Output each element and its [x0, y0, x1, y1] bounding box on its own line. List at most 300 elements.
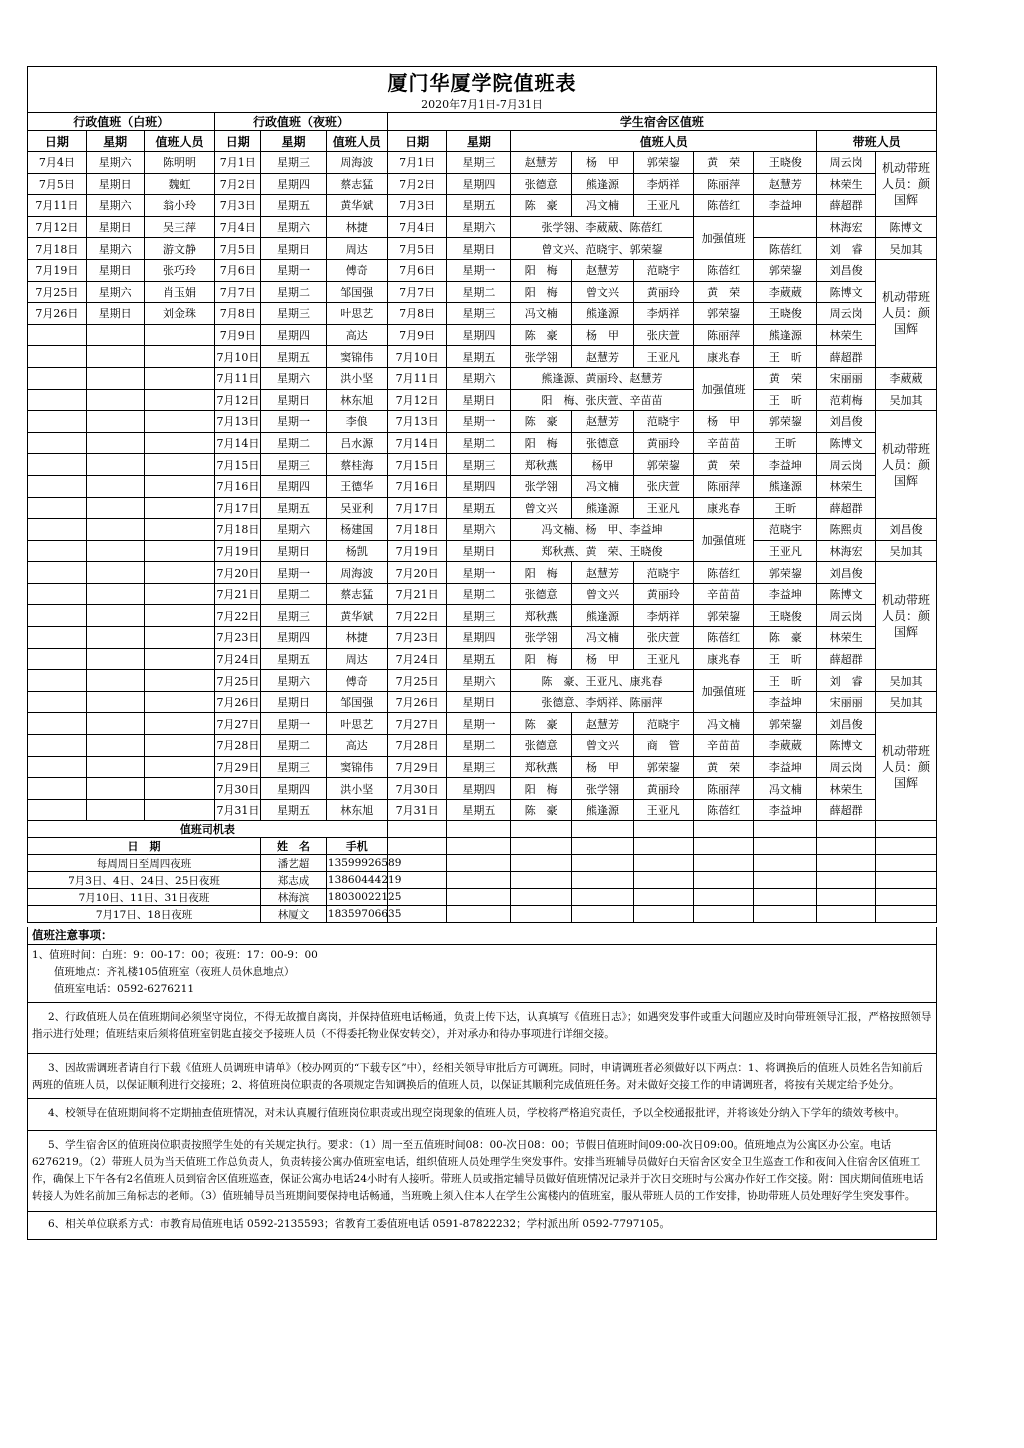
mobile-leader-note: 机动带班人员：颜国辉 [876, 713, 937, 821]
dorm-date-cell: 7月22日 [387, 605, 447, 627]
table-row [28, 562, 937, 584]
empty-cell [754, 855, 817, 872]
day-shift-cell: 吴三萍 [144, 216, 215, 238]
empty-cell [633, 906, 693, 923]
dorm-staff-cell: 熊逢源 [572, 497, 634, 519]
dorm-date-cell: 7月24日 [387, 648, 447, 670]
driver-phone: 13860444219 [326, 872, 387, 889]
reinforce-label: 加强值班 [693, 216, 754, 259]
driver-name: 林厦文 [261, 906, 327, 923]
dorm-leader-cell: 周云岗 [817, 605, 876, 627]
night-shift-cell: 7月31日 [215, 799, 261, 821]
dorm-leader-cell: 林海宏 [817, 216, 876, 238]
dorm-staff-cell: 辛苗苗 [693, 583, 754, 605]
dorm-staff-cell: 冯文楠 [754, 778, 817, 800]
dorm-staff-cell: 黄 荣 [693, 281, 754, 303]
dorm-staff-cell: 阳 梅 [511, 432, 572, 454]
dorm-staff-cell: 张学翎 [511, 346, 572, 368]
empty-cell [28, 367, 87, 389]
day-shift-cell: 陈明明 [144, 152, 215, 174]
night-shift-cell: 7月1日 [215, 152, 261, 174]
night-shift-cell: 星期二 [261, 281, 327, 303]
empty-cell [144, 778, 215, 800]
empty-cell [144, 583, 215, 605]
table-row [28, 432, 937, 454]
empty-cell [876, 838, 937, 855]
empty-cell [754, 821, 817, 838]
dorm-weekday-cell: 星期一 [447, 259, 511, 281]
night-shift-cell: 星期二 [261, 735, 327, 757]
empty-cell [86, 756, 144, 778]
night-shift-cell: 7月2日 [215, 173, 261, 195]
dorm-weekend-staff-cell: 张学翎、李葳葳、陈蓓红 [511, 216, 693, 238]
table-row [28, 821, 937, 838]
dorm-staff-cell: 李炳祥 [633, 605, 693, 627]
dorm-leader-cell: 周云岗 [817, 303, 876, 325]
empty-cell [28, 756, 87, 778]
empty-cell [86, 799, 144, 821]
empty-cell [817, 855, 876, 872]
dorm-weekday-cell: 星期二 [447, 432, 511, 454]
dorm-leader-cell: 刘 睿 [817, 670, 876, 692]
night-shift-cell: 星期日 [261, 389, 327, 411]
day-shift-cell: 翁小玲 [144, 195, 215, 217]
dorm-staff-cell: 冯文楠 [572, 475, 634, 497]
empty-cell [28, 411, 87, 433]
empty-cell [28, 778, 87, 800]
dorm-staff-cell: 陈 豪 [511, 324, 572, 346]
dorm-staff-cell: 王亚凡 [633, 195, 693, 217]
dorm-leader-cell: 范莉梅 [817, 389, 876, 411]
night-shift-cell: 7月24日 [215, 648, 261, 670]
dorm-staff-cell: 冯文楠 [572, 195, 634, 217]
dorm-staff-cell: 曾文兴 [511, 497, 572, 519]
empty-cell [144, 475, 215, 497]
dorm-staff-cell: 郭荣鋆 [693, 605, 754, 627]
day-shift-cell: 7月5日 [28, 173, 87, 195]
section-admin-night: 行政值班（夜班） [215, 113, 387, 131]
night-shift-cell: 星期六 [261, 216, 327, 238]
night-shift-cell: 星期五 [261, 799, 327, 821]
empty-cell [633, 872, 693, 889]
page-title: 厦门华厦学院值班表 [28, 67, 937, 97]
dorm-weekday-cell: 星期五 [447, 195, 511, 217]
dorm-staff-cell: 范晓宇 [754, 519, 817, 541]
night-shift-cell: 星期六 [261, 670, 327, 692]
driver-phone: 18359706635 [326, 906, 387, 923]
column-header-leader: 带班人员 [817, 131, 937, 152]
night-shift-cell: 星期一 [261, 562, 327, 584]
night-shift-cell: 星期三 [261, 303, 327, 325]
dorm-date-cell: 7月3日 [387, 195, 447, 217]
night-shift-cell: 星期三 [261, 756, 327, 778]
night-shift-cell: 7月23日 [215, 627, 261, 649]
dorm-staff-cell: 张德意 [511, 735, 572, 757]
empty-cell [633, 855, 693, 872]
table-row [28, 691, 937, 713]
dorm-weekday-cell: 星期五 [447, 799, 511, 821]
night-shift-cell: 星期三 [261, 152, 327, 174]
night-shift-cell: 黄华斌 [326, 195, 387, 217]
dorm-staff-cell: 范晓宇 [633, 713, 693, 735]
dorm-staff-cell: 郭荣鋆 [633, 152, 693, 174]
empty-cell [511, 838, 572, 855]
dorm-staff-cell: 黄 荣 [754, 367, 817, 389]
night-shift-cell: 7月14日 [215, 432, 261, 454]
dorm-date-cell: 7月15日 [387, 454, 447, 476]
dorm-staff-cell: 康兆春 [693, 346, 754, 368]
dorm-staff-cell: 王 昕 [754, 389, 817, 411]
dorm-staff-cell: 郭荣鋆 [693, 303, 754, 325]
night-shift-cell: 林东旭 [326, 799, 387, 821]
dorm-weekend-staff-cell: 熊逢源、黄丽玲、赵慧芳 [511, 367, 693, 389]
empty-cell [144, 562, 215, 584]
dorm-weekday-cell: 星期三 [447, 605, 511, 627]
empty-cell [754, 838, 817, 855]
note-6: 6、相关单位联系方式：市教育局值班电话 0592-2135593；省教育工委值班电话 0591-87822232；学村派出所 0592-7797105。 [28, 1212, 937, 1240]
table-row [28, 281, 937, 303]
night-shift-cell: 7月28日 [215, 735, 261, 757]
table-row [28, 583, 937, 605]
dorm-staff-cell: 陈 豪 [511, 195, 572, 217]
dorm-staff-cell: 郭荣鋆 [754, 713, 817, 735]
dorm-staff-cell: 黄 荣 [693, 756, 754, 778]
dorm-leader-cell: 陈熙贞 [817, 519, 876, 541]
dorm-weekday-cell: 星期六 [447, 670, 511, 692]
note-1 [28, 945, 937, 1003]
empty-cell [144, 648, 215, 670]
dorm-weekday-cell: 星期日 [447, 540, 511, 562]
dorm-staff-cell: 郭荣鋆 [633, 756, 693, 778]
table-row [28, 838, 937, 855]
column-header-date: 日期 [28, 131, 87, 152]
table-row [28, 906, 937, 923]
day-shift-cell: 7月19日 [28, 259, 87, 281]
day-shift-cell: 星期日 [86, 303, 144, 325]
drivers-header-phone: 手机 [326, 838, 387, 855]
dorm-staff-cell: 王晓俊 [754, 605, 817, 627]
dorm-leader2-cell: 陈博文 [876, 216, 937, 238]
dorm-staff-cell: 陈丽萍 [693, 173, 754, 195]
empty-cell [28, 454, 87, 476]
empty-cell [86, 519, 144, 541]
day-shift-cell: 7月18日 [28, 238, 87, 260]
night-shift-cell: 蔡志猛 [326, 583, 387, 605]
dorm-staff-cell: 杨 甲 [693, 411, 754, 433]
dorm-date-cell: 7月19日 [387, 540, 447, 562]
empty-cell [693, 821, 754, 838]
dorm-leader-cell: 林荣生 [817, 475, 876, 497]
empty-cell [572, 889, 634, 906]
empty-cell [144, 519, 215, 541]
empty-cell [876, 906, 937, 923]
dorm-staff-cell: 阳 梅 [511, 281, 572, 303]
dorm-weekday-cell: 星期日 [447, 238, 511, 260]
day-shift-cell: 星期日 [86, 173, 144, 195]
table-row [28, 475, 937, 497]
driver-name: 郑志成 [261, 872, 327, 889]
dorm-weekday-cell: 星期五 [447, 346, 511, 368]
night-shift-cell: 星期一 [261, 713, 327, 735]
dorm-staff-cell: 王 昕 [754, 670, 817, 692]
night-shift-cell: 7月9日 [215, 324, 261, 346]
dorm-weekday-cell: 星期日 [447, 691, 511, 713]
table-row [28, 519, 937, 541]
dorm-staff-cell: 黄丽玲 [633, 281, 693, 303]
empty-cell [86, 411, 144, 433]
empty-cell [817, 872, 876, 889]
empty-cell [572, 838, 634, 855]
night-shift-cell: 7月21日 [215, 583, 261, 605]
empty-cell [28, 475, 87, 497]
empty-cell [144, 605, 215, 627]
empty-cell [693, 906, 754, 923]
dorm-weekday-cell: 星期三 [447, 756, 511, 778]
driver-dates: 每周周日至周四夜班 [28, 855, 261, 872]
column-header-weekday: 星期 [447, 131, 511, 152]
night-shift-cell: 星期一 [261, 259, 327, 281]
dorm-staff-cell: 熊逢源 [572, 173, 634, 195]
section-dorm: 学生宿舍区值班 [387, 113, 936, 131]
night-shift-cell: 蔡志猛 [326, 173, 387, 195]
night-shift-cell: 星期日 [261, 540, 327, 562]
dorm-leader2-cell: 吴加其 [876, 389, 937, 411]
empty-cell [28, 497, 87, 519]
dorm-staff-cell: 陈蓓红 [693, 799, 754, 821]
dorm-date-cell: 7月29日 [387, 756, 447, 778]
dorm-date-cell: 7月27日 [387, 713, 447, 735]
dorm-staff-cell: 陈丽萍 [693, 475, 754, 497]
table-row [28, 216, 937, 238]
dorm-staff-cell: 王晓俊 [754, 303, 817, 325]
dorm-weekend-staff-cell: 曾文兴、范晓宇、郭荣鋆 [511, 238, 693, 260]
dorm-date-cell: 7月31日 [387, 799, 447, 821]
empty-cell [28, 519, 87, 541]
day-shift-cell: 刘金珠 [144, 303, 215, 325]
duty-roster-table [27, 66, 937, 923]
night-shift-cell: 星期五 [261, 195, 327, 217]
night-shift-cell: 林东旭 [326, 389, 387, 411]
dorm-staff-cell: 王昕 [754, 497, 817, 519]
dorm-staff-cell: 曾文兴 [572, 735, 634, 757]
table-row [28, 778, 937, 800]
dorm-staff-cell: 王 昕 [754, 346, 817, 368]
driver-name: 林海滨 [261, 889, 327, 906]
empty-cell [28, 324, 87, 346]
night-shift-cell: 7月10日 [215, 346, 261, 368]
dorm-staff-cell: 辛苗苗 [693, 735, 754, 757]
dorm-weekday-cell: 星期六 [447, 519, 511, 541]
table-row [28, 303, 937, 325]
dorm-date-cell: 7月2日 [387, 173, 447, 195]
dorm-date-cell: 7月11日 [387, 367, 447, 389]
night-shift-cell: 星期六 [261, 519, 327, 541]
mobile-leader-note: 机动带班人员：颜国辉 [876, 152, 937, 217]
note-5: 5、学生宿舍区的值班岗位职责按照学生处的有关规定执行。要求：（1）周一至五值班时间08：00-次日08：00；节假日值班时间09:00-次日09:00。值班地点为公寓区办公室。电话6276219。（2）带班人员为当天值班工作总负责人，负责转接公寓办值班室电话，组织值班人员处理学生突发事件。安排当班辅导员做好白天宿舍区安全卫生巡查工作和夜间入住宿舍区值班工作，确保上下午各有2名值班人员到宿舍区值班巡查，保证公寓办电话24小时有人接听。带班人员或指定辅导员做好值班情况记录并于次日交班时与公寓办作好工作交接。附：国庆期间值班电话转接人为姓名前加三角标志的老师。（3）值班辅导员当班期间要保持电话畅通，当班晚上须入住本人在学生公寓楼内的值班室，服从带班人员的工作安排，协助带班人员处理好学生突发事件。 [28, 1131, 937, 1212]
dorm-staff-cell: 赵慧芳 [572, 259, 634, 281]
dorm-date-cell: 7月7日 [387, 281, 447, 303]
period-subtitle: 2020年7月1日-7月31日 [28, 96, 937, 113]
night-shift-cell: 邹国强 [326, 281, 387, 303]
empty-cell [144, 735, 215, 757]
empty-cell [28, 540, 87, 562]
dorm-date-cell: 7月14日 [387, 432, 447, 454]
dorm-date-cell: 7月17日 [387, 497, 447, 519]
night-shift-cell: 窦锦伟 [326, 756, 387, 778]
dorm-leader2-cell: 吴加其 [876, 540, 937, 562]
empty-cell [817, 906, 876, 923]
dorm-weekend-staff-cell: 陈 豪、王亚凡、康兆春 [511, 670, 693, 692]
night-shift-cell: 7月5日 [215, 238, 261, 260]
table-row [28, 540, 937, 562]
duty-notes-table [27, 927, 937, 1240]
night-shift-cell: 7月12日 [215, 389, 261, 411]
day-shift-cell: 星期六 [86, 281, 144, 303]
dorm-weekday-cell: 星期二 [447, 583, 511, 605]
dorm-weekend-staff-cell: 郑秋燕、黄 荣、王晓俊 [511, 540, 693, 562]
empty-cell [633, 821, 693, 838]
dorm-leader-cell: 薛超群 [817, 648, 876, 670]
night-shift-cell: 7月3日 [215, 195, 261, 217]
mobile-leader-note: 机动带班人员：颜国辉 [876, 411, 937, 519]
dorm-staff-cell: 陈 豪 [754, 627, 817, 649]
dorm-weekday-cell: 星期四 [447, 324, 511, 346]
table-row [28, 195, 937, 217]
empty-cell [447, 821, 511, 838]
empty-cell [693, 838, 754, 855]
empty-cell [633, 889, 693, 906]
empty-cell [754, 872, 817, 889]
empty-cell [876, 889, 937, 906]
empty-cell [447, 872, 511, 889]
dorm-weekday-cell: 星期三 [447, 303, 511, 325]
empty-cell [144, 540, 215, 562]
night-shift-cell: 星期一 [261, 411, 327, 433]
empty-cell [447, 906, 511, 923]
empty-cell [86, 432, 144, 454]
dorm-leader-cell: 陈博文 [817, 432, 876, 454]
day-shift-cell: 7月25日 [28, 281, 87, 303]
dorm-date-cell: 7月5日 [387, 238, 447, 260]
dorm-leader-cell: 刘昌俊 [817, 713, 876, 735]
dorm-staff-cell: 王晓俊 [754, 152, 817, 174]
dorm-staff-cell: 阳 梅 [511, 562, 572, 584]
dorm-staff-cell: 范晓宇 [633, 259, 693, 281]
dorm-staff-cell: 陈蓓红 [693, 562, 754, 584]
dorm-staff-cell: 冯文楠 [572, 627, 634, 649]
night-shift-cell: 星期五 [261, 346, 327, 368]
night-shift-cell: 傅奇 [326, 670, 387, 692]
dorm-leader-cell: 薛超群 [817, 497, 876, 519]
table-row [28, 735, 937, 757]
dorm-leader2-cell: 李葳葳 [876, 367, 937, 389]
empty-cell [86, 346, 144, 368]
dorm-weekend-staff-cell: 冯文楠、杨 甲、李益坤 [511, 519, 693, 541]
dorm-leader-cell: 周云岗 [817, 454, 876, 476]
table-row [28, 627, 937, 649]
night-shift-cell: 杨凯 [326, 540, 387, 562]
dorm-date-cell: 7月18日 [387, 519, 447, 541]
table-row [28, 889, 937, 906]
night-shift-cell: 吕水源 [326, 432, 387, 454]
night-shift-cell: 周达 [326, 648, 387, 670]
dorm-staff-cell: 杨 甲 [572, 756, 634, 778]
dorm-leader-cell: 陈博文 [817, 735, 876, 757]
night-shift-cell: 7月25日 [215, 670, 261, 692]
dorm-staff-cell: 黄 荣 [693, 152, 754, 174]
dorm-staff-cell: 黄丽玲 [633, 583, 693, 605]
empty-cell [447, 855, 511, 872]
driver-name: 潘艺超 [261, 855, 327, 872]
empty-cell [28, 562, 87, 584]
night-shift-cell: 星期二 [261, 432, 327, 454]
note-4: 4、校领导在值班期间将不定期抽查值班情况，对未认真履行值班岗位职责或出现空岗现象的值班人员，学校将严格追究责任，予以全校通报批评，并将该处分纳入下学年的绩效考核中。 [28, 1099, 937, 1131]
dorm-staff-cell: 王 昕 [754, 648, 817, 670]
empty-cell [28, 389, 87, 411]
dorm-staff-cell: 杨甲 [572, 454, 634, 476]
night-shift-cell: 7月16日 [215, 475, 261, 497]
night-shift-cell: 林捷 [326, 216, 387, 238]
empty-cell [633, 838, 693, 855]
empty-cell [28, 605, 87, 627]
table-row [28, 756, 937, 778]
column-header-date: 日期 [215, 131, 261, 152]
dorm-weekday-cell: 星期六 [447, 216, 511, 238]
night-shift-cell: 7月7日 [215, 281, 261, 303]
note-1-line-2: 值班地点：齐礼楼105值班室（夜班人员休息地点） [54, 966, 295, 978]
empty-cell [511, 855, 572, 872]
night-shift-cell: 蔡桂海 [326, 454, 387, 476]
night-shift-cell: 洪小坚 [326, 367, 387, 389]
dorm-staff-cell: 陈 豪 [511, 713, 572, 735]
dorm-weekend-staff-cell: 张德意、李炳祥、陈丽萍 [511, 691, 693, 713]
empty-cell [144, 432, 215, 454]
dorm-staff-cell: 李益坤 [754, 799, 817, 821]
empty-cell [387, 821, 447, 838]
night-shift-cell: 7月13日 [215, 411, 261, 433]
column-header-staff: 值班人员 [144, 131, 215, 152]
empty-cell [86, 583, 144, 605]
dorm-staff-cell: 陈蓓红 [754, 238, 817, 260]
night-shift-cell: 星期日 [261, 238, 327, 260]
night-shift-cell: 7月15日 [215, 454, 261, 476]
night-shift-cell: 7月6日 [215, 259, 261, 281]
dorm-staff-cell: 李葳葳 [754, 735, 817, 757]
table-row [28, 497, 937, 519]
empty-cell [876, 872, 937, 889]
dorm-staff-cell: 陈 豪 [511, 411, 572, 433]
dorm-staff-cell: 李益坤 [754, 583, 817, 605]
dorm-leader-cell: 刘昌俊 [817, 411, 876, 433]
dorm-weekday-cell: 星期日 [447, 389, 511, 411]
night-shift-cell: 7月8日 [215, 303, 261, 325]
empty-cell [86, 670, 144, 692]
night-shift-cell: 星期四 [261, 778, 327, 800]
driver-dates: 7月10日、11日、31日夜班 [28, 889, 261, 906]
empty-cell [86, 778, 144, 800]
night-shift-cell: 周海波 [326, 152, 387, 174]
dorm-leader2-cell: 吴加其 [876, 238, 937, 260]
dorm-staff-cell: 黄丽玲 [633, 432, 693, 454]
dorm-staff-cell: 冯文楠 [511, 303, 572, 325]
night-shift-cell: 7月17日 [215, 497, 261, 519]
night-shift-cell: 吴亚利 [326, 497, 387, 519]
empty-cell [144, 324, 215, 346]
day-shift-cell: 星期六 [86, 152, 144, 174]
dorm-leader-cell: 陈博文 [817, 281, 876, 303]
dorm-staff-cell: 王昕 [754, 432, 817, 454]
empty-cell [86, 605, 144, 627]
